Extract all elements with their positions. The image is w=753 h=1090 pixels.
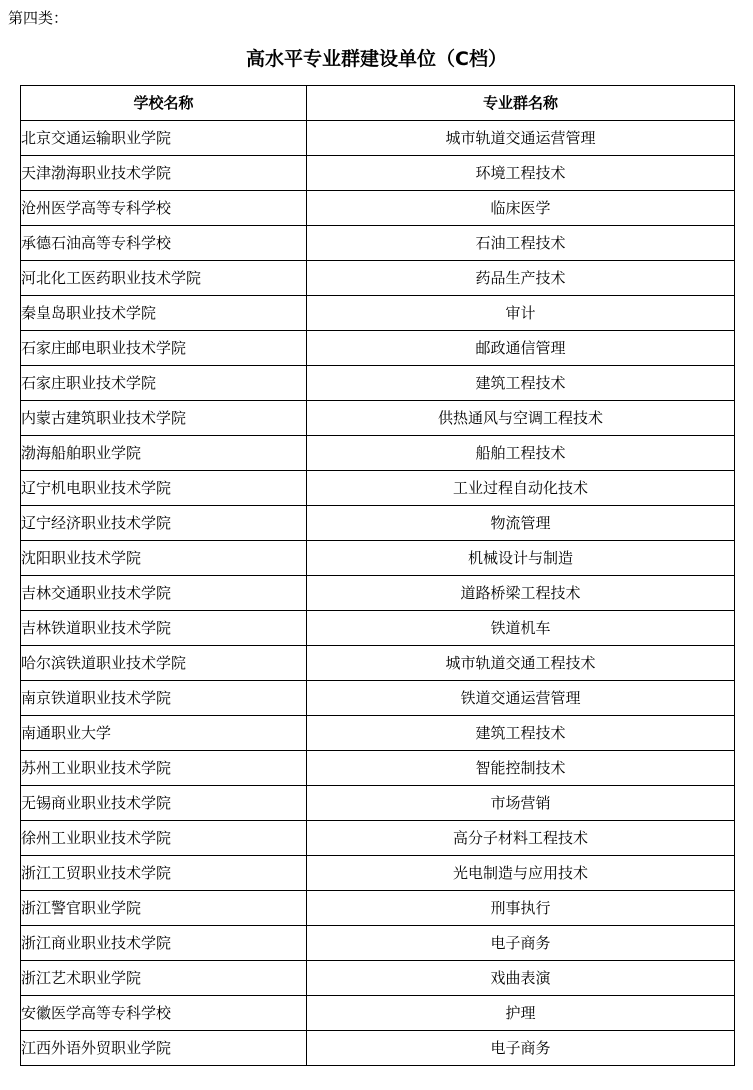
table-row (21, 296, 735, 331)
table-row (21, 506, 735, 541)
table-row (21, 156, 735, 191)
school-name-cell: 浙江工贸职业技术学院 (21, 856, 307, 891)
school-name-cell: 苏州工业职业技术学院 (21, 751, 307, 786)
table-row (21, 891, 735, 926)
school-name-cell: 江西外语外贸职业学院 (21, 1031, 307, 1066)
school-name-cell: 哈尔滨铁道职业技术学院 (21, 646, 307, 681)
major-group-cell: 护理 (307, 996, 735, 1031)
major-group-cell: 建筑工程技术 (307, 366, 735, 401)
major-group-cell: 石油工程技术 (307, 226, 735, 261)
table-row (21, 856, 735, 891)
school-name-cell: 吉林交通职业技术学院 (21, 576, 307, 611)
major-group-cell: 刑事执行 (307, 891, 735, 926)
table-row (21, 716, 735, 751)
table-header-row (21, 86, 735, 121)
school-name-cell: 无锡商业职业技术学院 (21, 786, 307, 821)
school-name-cell: 徐州工业职业技术学院 (21, 821, 307, 856)
school-name-cell: 沈阳职业技术学院 (21, 541, 307, 576)
major-group-cell: 药品生产技术 (307, 261, 735, 296)
table-row (21, 191, 735, 226)
table-body (21, 121, 735, 1066)
school-name-cell: 南通职业大学 (21, 716, 307, 751)
table-row (21, 471, 735, 506)
table-row (21, 226, 735, 261)
school-name-cell: 北京交通运输职业学院 (21, 121, 307, 156)
table-row (21, 401, 735, 436)
table-row (21, 121, 735, 156)
table-row (21, 646, 735, 681)
major-group-cell: 临床医学 (307, 191, 735, 226)
header-major-group-name: 专业群名称 (307, 86, 735, 121)
major-group-cell: 戏曲表演 (307, 961, 735, 996)
page-title: 高水平专业群建设单位（C档） (246, 48, 507, 70)
major-group-cell: 物流管理 (307, 506, 735, 541)
major-group-cell: 铁道交通运营管理 (307, 681, 735, 716)
table-row (21, 996, 735, 1031)
major-group-cell: 道路桥梁工程技术 (307, 576, 735, 611)
header-school-name: 学校名称 (21, 86, 307, 121)
table-row (21, 681, 735, 716)
table-row (21, 576, 735, 611)
major-group-cell: 机械设计与制造 (307, 541, 735, 576)
school-name-cell: 秦皇岛职业技术学院 (21, 296, 307, 331)
major-group-cell: 城市轨道交通工程技术 (307, 646, 735, 681)
major-group-cell: 城市轨道交通运营管理 (307, 121, 735, 156)
table-row (21, 1031, 735, 1066)
major-group-cell: 市场营销 (307, 786, 735, 821)
table-row (21, 611, 735, 646)
table-row (21, 926, 735, 961)
school-name-cell: 石家庄邮电职业技术学院 (21, 331, 307, 366)
major-group-cell: 工业过程自动化技术 (307, 471, 735, 506)
school-name-cell: 浙江艺术职业学院 (21, 961, 307, 996)
table-row (21, 961, 735, 996)
school-name-cell: 沧州医学高等专科学校 (21, 191, 307, 226)
major-group-cell: 电子商务 (307, 926, 735, 961)
table-row (21, 261, 735, 296)
school-name-cell: 浙江商业职业技术学院 (21, 926, 307, 961)
major-group-cell: 高分子材料工程技术 (307, 821, 735, 856)
table-row (21, 436, 735, 471)
school-name-cell: 石家庄职业技术学院 (21, 366, 307, 401)
school-name-cell: 辽宁经济职业技术学院 (21, 506, 307, 541)
school-name-cell: 渤海船舶职业学院 (21, 436, 307, 471)
major-group-cell: 铁道机车 (307, 611, 735, 646)
school-name-cell: 吉林铁道职业技术学院 (21, 611, 307, 646)
major-group-cell: 智能控制技术 (307, 751, 735, 786)
table-row (21, 786, 735, 821)
school-name-cell: 承德石油高等专科学校 (21, 226, 307, 261)
school-name-cell: 内蒙古建筑职业技术学院 (21, 401, 307, 436)
table-row (21, 541, 735, 576)
major-group-cell: 邮政通信管理 (307, 331, 735, 366)
major-group-cell: 船舶工程技术 (307, 436, 735, 471)
table-row (21, 751, 735, 786)
table-row (21, 821, 735, 856)
school-name-cell: 天津渤海职业技术学院 (21, 156, 307, 191)
table-row (21, 331, 735, 366)
major-group-cell: 电子商务 (307, 1031, 735, 1066)
school-table (20, 85, 735, 1066)
major-group-cell: 建筑工程技术 (307, 716, 735, 751)
school-name-cell: 辽宁机电职业技术学院 (21, 471, 307, 506)
school-name-cell: 河北化工医药职业技术学院 (21, 261, 307, 296)
major-group-cell: 审计 (307, 296, 735, 331)
major-group-cell: 环境工程技术 (307, 156, 735, 191)
school-name-cell: 安徽医学高等专科学校 (21, 996, 307, 1031)
major-group-cell: 光电制造与应用技术 (307, 856, 735, 891)
school-name-cell: 浙江警官职业学院 (21, 891, 307, 926)
table-row (21, 366, 735, 401)
category-label: 第四类： (8, 9, 69, 27)
major-group-cell: 供热通风与空调工程技术 (307, 401, 735, 436)
school-name-cell: 南京铁道职业技术学院 (21, 681, 307, 716)
